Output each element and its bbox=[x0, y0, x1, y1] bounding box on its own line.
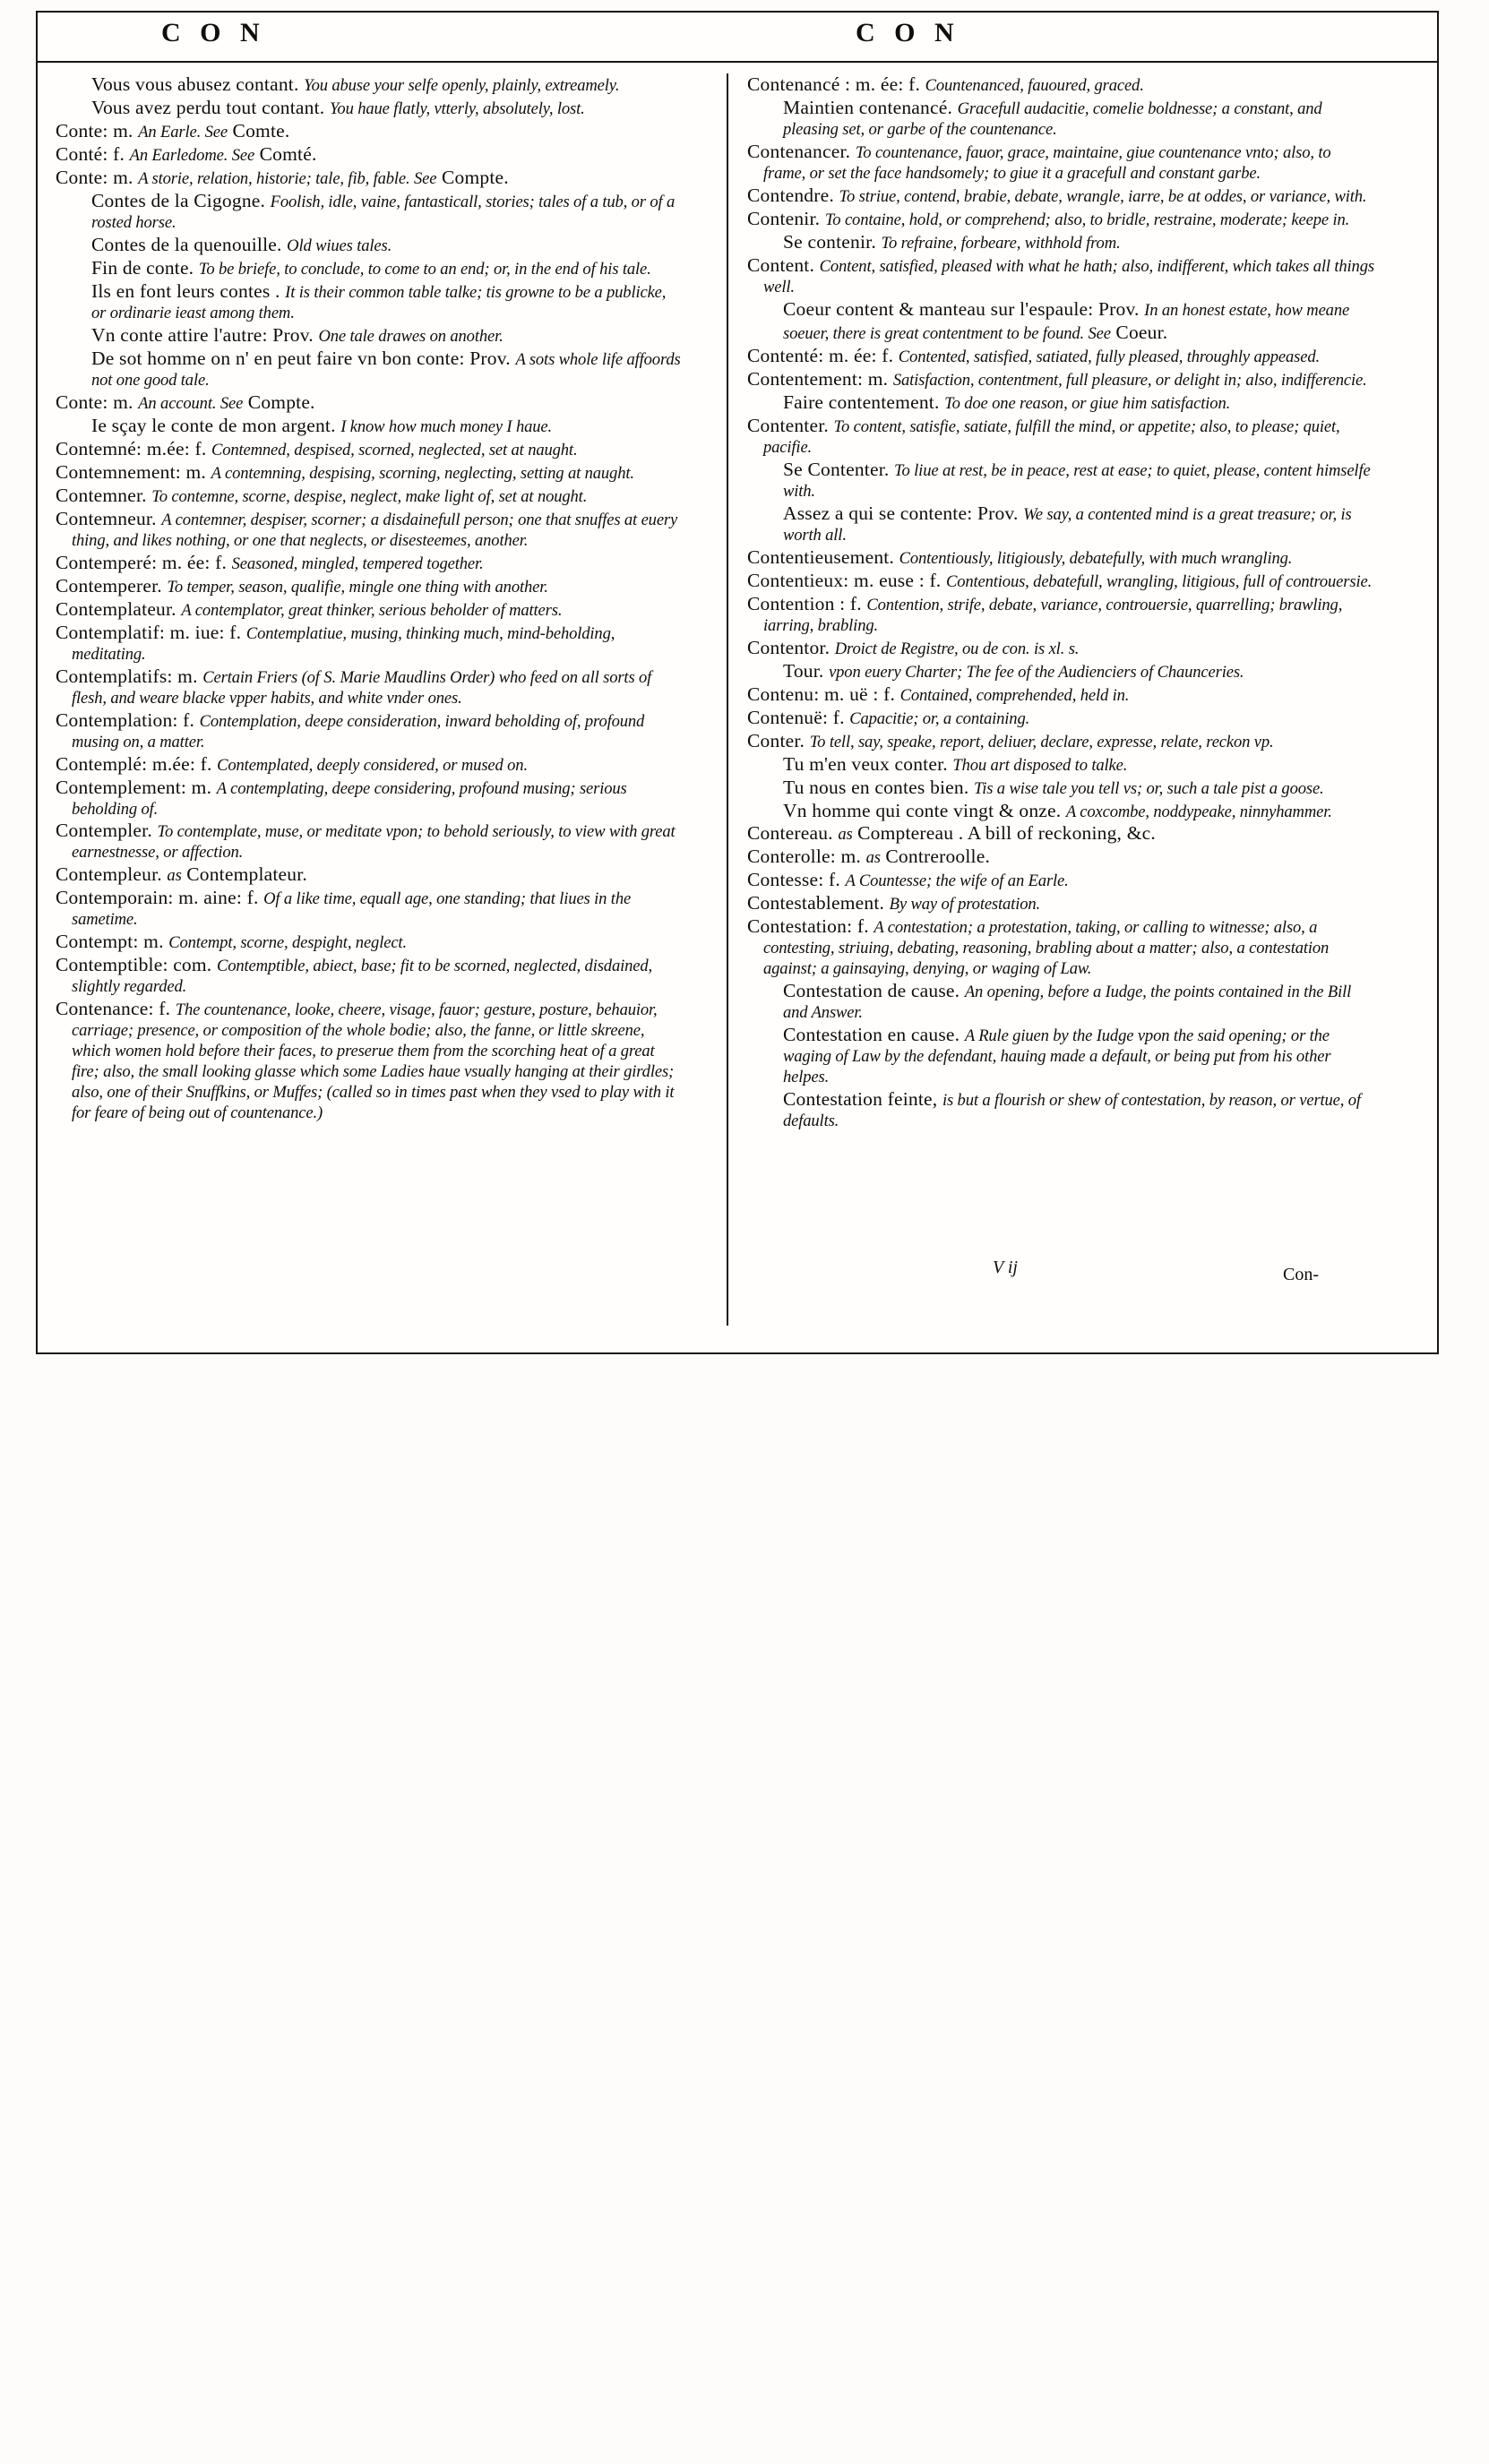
headword: Conte: m. bbox=[56, 166, 139, 188]
dictionary-entry bbox=[747, 254, 1374, 298]
headword: Contenir. bbox=[747, 207, 825, 229]
definition: An Earle. See bbox=[138, 122, 228, 142]
dictionary-entry bbox=[56, 143, 683, 167]
definition: To countenance, fauor, grace, maintaine, giue countenance vnto; also, to frame, or set the face handsomely; to giue it a gracefull and constant garbe. bbox=[763, 142, 1331, 183]
headword: Contempleur. bbox=[56, 863, 168, 886]
sub-entry bbox=[747, 97, 1374, 141]
headword: Contemné: m.ée: f. bbox=[56, 437, 211, 459]
headword: Contestablement. bbox=[747, 892, 890, 914]
headword: Assez a qui se contente: Prov. bbox=[783, 502, 1024, 524]
headword: Contemptible: com. bbox=[56, 954, 217, 976]
headword: Tu nous en contes bien. bbox=[783, 776, 975, 798]
dictionary-entry bbox=[747, 730, 1374, 753]
dictionary-entry bbox=[56, 575, 683, 598]
dictionary-entry bbox=[747, 185, 1374, 208]
sub-entry bbox=[747, 1088, 1374, 1132]
definition: It is their common table talke; tis growne to be a publicke, or ordinarie ieast among them. bbox=[91, 282, 667, 322]
sub-entry bbox=[56, 73, 683, 97]
definition: A contemplating, deepe considering, profound musing; serious beholding of. bbox=[72, 778, 627, 819]
dictionary-entry bbox=[747, 683, 1374, 707]
definition: A contestation; a protestation, taking, or calling to witnesse; also, a contesting, striuing, debating, reasoning, brabling about a matter; also, a contestation against; a gainsaying, denying, or waging of Law. bbox=[763, 918, 1330, 979]
sub-entry bbox=[56, 415, 683, 438]
dictionary-entry bbox=[747, 368, 1374, 391]
sub-entry bbox=[56, 280, 683, 324]
headword: Conterolle: m. bbox=[747, 846, 866, 868]
sub-entry bbox=[56, 324, 683, 348]
sub-entry bbox=[747, 1024, 1374, 1088]
headword: Vous avez perdu tout contant. bbox=[91, 96, 330, 118]
definition: is but a flourish or shew of contestation, by reason, or vertue, of defaults. bbox=[783, 1091, 1361, 1131]
definition: A contemner, despiser, scorner; a disdainefull person; one that snuffes at euery thing, and likes nothing, or one that neglects, or disesteemes, another. bbox=[72, 510, 678, 550]
headword: Contemplateur. bbox=[56, 597, 182, 620]
sub-entry bbox=[747, 800, 1374, 823]
headword: Tu m'en veux conter. bbox=[783, 752, 953, 775]
definition: An opening, before a Iudge, the points contained in the Bill and Answer. bbox=[783, 983, 1352, 1023]
definition: A contemplator, great thinker, serious beholder of matters. bbox=[181, 600, 563, 620]
definition: Satisfaction, contentment, full pleasure, or delight in; also, indifferencie. bbox=[892, 370, 1367, 390]
dictionary-entry bbox=[56, 753, 683, 777]
sub-entry bbox=[747, 391, 1374, 415]
headword: Contemner. bbox=[56, 484, 152, 506]
dictionary-entry bbox=[56, 777, 683, 820]
headword: Contestation en cause. bbox=[783, 1024, 965, 1046]
headword: Conte: m. bbox=[56, 119, 139, 142]
definition: Contentious, debatefull, wrangling, litigious, full of controuersie. bbox=[945, 571, 1373, 591]
dictionary-entry bbox=[747, 822, 1374, 846]
headword: Contenté: m. ée: f. bbox=[747, 344, 899, 366]
dictionary-entry bbox=[56, 508, 683, 552]
headword: Contemnement: m. bbox=[56, 460, 211, 483]
definition: Contempt, scorne, despight, neglect. bbox=[168, 933, 407, 953]
dictionary-entry bbox=[56, 598, 683, 622]
headword: Content. bbox=[747, 253, 820, 276]
definition: Certain Friers (of S. Marie Maudlins Order) who feed on all sorts of flesh, and weare blacke vpper habits, and white vnder ones. bbox=[72, 667, 652, 708]
headword: Conté: f. bbox=[56, 142, 130, 165]
headword: Contemporain: m. aine: f. bbox=[56, 887, 264, 909]
definition: You abuse your selfe openly, plainly, extreamely. bbox=[304, 76, 620, 95]
definition: A contemning, despising, scorning, neglecting, setting at naught. bbox=[211, 463, 634, 483]
definition: Content, satisfied, pleased with what he hath; also, indifferent, which takes all things well. bbox=[763, 256, 1374, 296]
sub-entry bbox=[747, 777, 1374, 800]
sub-entry bbox=[56, 190, 683, 234]
headword: Contestation feinte, bbox=[783, 1088, 942, 1111]
headword: Contentor. bbox=[747, 636, 835, 658]
column-divider bbox=[727, 73, 728, 1326]
dictionary-entry bbox=[56, 820, 683, 863]
left-column bbox=[56, 73, 683, 1326]
headword: Contempt: m. bbox=[56, 931, 169, 953]
definition: To contemne, scorne, despise, neglect, make light of, set at nought. bbox=[151, 486, 588, 506]
definition: To refraine, forbeare, withhold from. bbox=[881, 233, 1121, 253]
sub-entry bbox=[747, 231, 1374, 254]
headword: Contemplation: f. bbox=[56, 708, 200, 731]
headword: Contentement: m. bbox=[747, 367, 893, 390]
headword: Contes de la quenouille. bbox=[91, 233, 288, 255]
dictionary-entry bbox=[747, 570, 1374, 593]
headword: Contemplatif: m. iue: f. bbox=[56, 621, 246, 643]
sub-entry bbox=[747, 980, 1374, 1024]
headword: Contenancer. bbox=[747, 140, 856, 162]
definition: A storie, relation, historie; tale, fib, fable. See bbox=[138, 168, 437, 188]
headword: Contesse: f. bbox=[747, 869, 846, 891]
dictionary-entry bbox=[56, 485, 683, 508]
headword: Contentieusement. bbox=[747, 545, 899, 568]
headword: Contenter. bbox=[747, 414, 834, 436]
headword: Contention : f. bbox=[747, 592, 867, 614]
definition: Thou art disposed to talke. bbox=[952, 755, 1128, 775]
headword: Contemneur. bbox=[56, 507, 162, 529]
definition: To tell, say, speake, report, deliuer, declare, expresse, relate, reckon vp. bbox=[809, 732, 1274, 751]
headword: Contestation de cause. bbox=[783, 980, 965, 1002]
dictionary-entry bbox=[56, 461, 683, 485]
cross-reference: Comte. bbox=[227, 119, 290, 142]
definition: One tale drawes on another. bbox=[318, 326, 504, 346]
dictionary-entry bbox=[56, 391, 683, 415]
sub-entry bbox=[747, 753, 1374, 777]
headword: Contemplatifs: m. bbox=[56, 665, 203, 687]
dictionary-entry bbox=[56, 120, 683, 143]
headword: Vn homme qui conte vingt & onze. bbox=[783, 799, 1066, 821]
definition: Old wiues tales. bbox=[287, 236, 392, 255]
headword: Contempler. bbox=[56, 820, 158, 842]
sub-entry bbox=[747, 660, 1374, 683]
definition: Contemned, despised, scorned, neglected, set at naught. bbox=[211, 440, 578, 459]
dictionary-entry bbox=[747, 892, 1374, 915]
dictionary-entry bbox=[747, 637, 1374, 660]
definition: Capacitie; or, a containing. bbox=[849, 708, 1030, 728]
definition: Of a like time, equall age, one standing; that liues in the sametime. bbox=[72, 889, 632, 930]
headword: Tour. bbox=[783, 659, 830, 682]
sub-entry bbox=[56, 97, 683, 120]
definition: An account. See bbox=[138, 393, 244, 413]
definition: as bbox=[865, 848, 881, 868]
dictionary-entry bbox=[747, 546, 1374, 570]
dictionary-entry bbox=[56, 887, 683, 931]
definition: A coxcombe, noddypeake, ninnyhammer. bbox=[1065, 802, 1332, 821]
definition: Contemptible, abiect, base; fit to be scorned, neglected, disdained, slightly regarded. bbox=[72, 957, 653, 997]
definition: To containe, hold, or comprehend; also, to bridle, restraine, moderate; keepe in. bbox=[824, 210, 1350, 229]
headword: Contenuë: f. bbox=[747, 706, 850, 728]
headword: Ils en font leurs contes . bbox=[91, 279, 286, 302]
definition: Contention, strife, debate, variance, controuersie, quarrelling; brawling, iarring, brabling. bbox=[763, 595, 1343, 635]
dictionary-entry bbox=[747, 415, 1374, 459]
dictionary-entry bbox=[747, 345, 1374, 368]
headword: Se contenir. bbox=[783, 230, 882, 253]
definition: We say, a contented mind is a great treasure; or, is worth all. bbox=[783, 504, 1352, 545]
headword: Vous vous abusez contant. bbox=[91, 73, 305, 95]
definition: Droict de Registre, ou de con. is xl. s. bbox=[834, 639, 1080, 658]
headword: Fin de conte. bbox=[91, 256, 199, 279]
running-head-left: C O N bbox=[161, 18, 266, 47]
headword: Vn conte attire l'autre: Prov. bbox=[91, 323, 319, 346]
definition: as bbox=[838, 825, 853, 845]
headword: Ie sçay le conte de mon argent. bbox=[91, 414, 341, 436]
dictionary-entry bbox=[56, 998, 683, 1124]
headword: Faire contentement. bbox=[783, 391, 945, 413]
dictionary-entry bbox=[56, 552, 683, 575]
headword: Contemplement: m. bbox=[56, 776, 217, 798]
cross-reference: Comptereau . A bill of reckoning, &c. bbox=[852, 822, 1156, 845]
definition: Tis a wise tale you tell vs; or, such a tale pist a goose. bbox=[974, 778, 1324, 798]
definition: To content, satisfie, satiate, fulfill the mind, or appetite; also, to please; quiet, pacifie. bbox=[763, 416, 1340, 457]
dictionary-entry bbox=[747, 869, 1374, 892]
headword: Contes de la Cigogne. bbox=[91, 189, 271, 211]
headword: Contenance: f. bbox=[56, 998, 176, 1020]
dictionary-entry bbox=[747, 915, 1374, 980]
definition: You haue flatly, vtterly, absolutely, lost. bbox=[329, 99, 585, 118]
definition: To be briefe, to conclude, to come to an end; or, in the end of his tale. bbox=[198, 259, 651, 279]
dictionary-entry bbox=[747, 846, 1374, 869]
definition: Seasoned, mingled, tempered together. bbox=[231, 554, 484, 573]
definition: Contemplated, deeply considered, or mused on. bbox=[217, 755, 528, 775]
dictionary-entry bbox=[56, 863, 683, 887]
text-columns bbox=[56, 73, 1421, 1327]
definition: Contented, satisfied, satiated, fully pleased, throughly appeased. bbox=[898, 347, 1321, 366]
cross-reference: Comté. bbox=[254, 142, 317, 165]
headword: Contentieux: m. euse : f. bbox=[747, 569, 946, 591]
definition: Foolish, idle, vaine, fantasticall, stories; tales of a tub, or of a rosted horse. bbox=[91, 192, 676, 232]
dictionary-entry bbox=[56, 954, 683, 998]
catchword: Con- bbox=[1283, 1265, 1319, 1284]
definition: Contemplatiue, musing, thinking much, mind-beholding, meditating. bbox=[72, 623, 615, 664]
dictionary-entry bbox=[56, 622, 683, 665]
headword: Contereau. bbox=[747, 822, 839, 845]
definition: A sots whole life affoords not one good tale. bbox=[91, 349, 681, 390]
sub-entry bbox=[56, 234, 683, 257]
sub-entry bbox=[56, 257, 683, 280]
definition: An Earledome. See bbox=[129, 145, 255, 165]
headword: Conte: m. bbox=[56, 391, 139, 413]
headword: Conter. bbox=[747, 729, 810, 751]
definition: I know how much money I haue. bbox=[340, 416, 552, 436]
headword: Contemperer. bbox=[56, 574, 168, 597]
definition: To temper, season, qualifie, mingle one thing with another. bbox=[167, 577, 548, 597]
dictionary-entry bbox=[56, 665, 683, 709]
dictionary-entry bbox=[747, 707, 1374, 730]
headword: De sot homme on n' en peut faire vn bon conte: Prov. bbox=[91, 347, 516, 369]
definition: Contained, comprehended, held in. bbox=[899, 685, 1130, 705]
dictionary-entry bbox=[747, 141, 1374, 185]
dictionary-entry bbox=[747, 73, 1374, 97]
dictionary-entry bbox=[56, 709, 683, 753]
definition: Contentiously, litigiously, debatefully, with much wrangling. bbox=[899, 548, 1293, 568]
cross-reference: Compte. bbox=[436, 166, 509, 188]
sub-entry bbox=[747, 298, 1374, 345]
headword: Coeur content & manteau sur l'espaule: Prov. bbox=[783, 297, 1145, 320]
definition: Countenanced, fauoured, graced. bbox=[925, 76, 1144, 95]
page-signature: V ij bbox=[993, 1258, 1018, 1277]
dictionary-entry bbox=[56, 438, 683, 461]
definition: Gracefull audacitie, comelie boldnesse; a constant, and pleasing set, or garbe of the countenance. bbox=[783, 99, 1322, 139]
headword: Contenancé : m. ée: f. bbox=[747, 73, 925, 95]
cross-reference: Contreroolle. bbox=[880, 846, 991, 868]
headword: Contemplé: m.ée: f. bbox=[56, 752, 218, 775]
definition: Contemplation, deepe consideration, inward beholding of, profound musing on, a matter. bbox=[72, 711, 645, 751]
definition: To contemplate, muse, or meditate vpon; to behold seriously, to view with great earnestnesse, or affection. bbox=[72, 822, 676, 863]
definition: A Rule giuen by the Iudge vpon the said opening; or the waging of Law by the defendant, hauing made a default, or being put from his other helpes. bbox=[783, 1026, 1331, 1087]
dictionary-entry bbox=[56, 931, 683, 954]
dictionary-entry bbox=[747, 208, 1374, 231]
definition: A Countesse; the wife of an Earle. bbox=[845, 871, 1069, 891]
sub-entry bbox=[56, 348, 683, 391]
right-column bbox=[747, 73, 1374, 1326]
running-head-right: C O N bbox=[856, 18, 960, 47]
definition: vpon euery Charter; The fee of the Audienciers of Chaunceries. bbox=[829, 662, 1244, 682]
cross-reference: Compte. bbox=[243, 391, 315, 413]
cross-reference: Contemplateur. bbox=[181, 863, 307, 886]
sub-entry bbox=[747, 459, 1374, 502]
definition: In an honest estate, how meane soeuer, there is great contentment to be found. See bbox=[783, 300, 1350, 343]
headword: Contenu: m. uë : f. bbox=[747, 683, 900, 705]
dictionary-entry bbox=[747, 593, 1374, 637]
headword: Maintien contenancé. bbox=[783, 96, 958, 118]
definition: To doe one reason, or giue him satisfaction. bbox=[944, 393, 1231, 413]
sub-entry bbox=[747, 502, 1374, 546]
definition: By way of protestation. bbox=[889, 895, 1041, 914]
headword: Contemperé: m. ée: f. bbox=[56, 551, 232, 573]
cross-reference: Coeur. bbox=[1110, 321, 1168, 343]
headword: Contendre. bbox=[747, 184, 839, 206]
headword: Contestation: f. bbox=[747, 915, 874, 938]
dictionary-entry bbox=[56, 167, 683, 190]
definition: To striue, contend, brabie, debate, wrangle, iarre, be at oddes, or variance, with. bbox=[839, 186, 1367, 206]
definition: To liue at rest, be in peace, rest at ease; to quiet, please, content himselfe with. bbox=[783, 460, 1371, 501]
definition: as bbox=[167, 866, 182, 886]
headword: Se Contenter. bbox=[783, 458, 895, 480]
page-header bbox=[36, 11, 1439, 63]
definition: The countenance, looke, cheere, visage, fauor; gesture, posture, behauior, carriage; presence, or composition of the whole bodie; also, the fanne, or little skreene, which women hold before their faces, to preserue them from the scorching heat of a great fire; also, the small looking glasse which some Ladies haue vsually hanging at their girdles; also, one of their Snuffkins, or Muffes; (called so in times past when they vsed to play with it for feare of being out of countenance.) bbox=[72, 1000, 675, 1123]
